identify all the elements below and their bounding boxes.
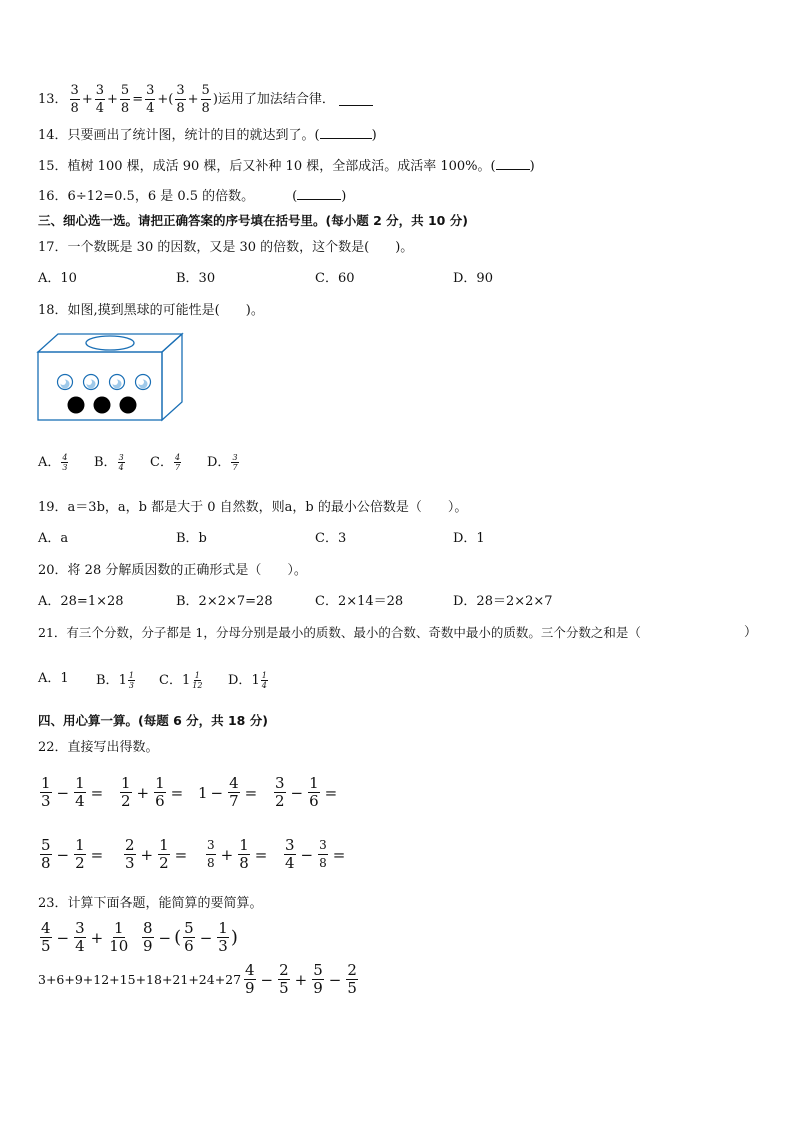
question-23: 23．计算下面各题，能简算的要简算。 (38, 896, 263, 911)
q22-expression: $\frac{3}{4}$ − $\frac{3}{8}$ = (285, 836, 346, 872)
q13-number: 13． (38, 91, 68, 107)
q17-option-d[interactable]: D．90 (453, 271, 493, 286)
q18-option-b[interactable]: B． $\frac{3}{4}$ (94, 453, 124, 472)
q21-paren-close: ） (744, 625, 758, 640)
q20-option-b[interactable]: B．2×2×7=28 (176, 594, 273, 609)
q21-option-d[interactable]: D．1 $\frac{1}{4}$ (228, 671, 267, 690)
question-16 (38, 187, 346, 205)
q17-option-a[interactable]: A．10 (38, 271, 77, 286)
paren-close: ) (341, 189, 347, 204)
question-13 (38, 82, 373, 117)
q17-option-c[interactable]: C．60 (315, 271, 355, 286)
q13-fraction: $\frac{3}{8}$ (176, 83, 185, 116)
q19-option-d[interactable]: D．1 (453, 531, 485, 546)
q22-expression: 1 − $\frac{4}{7}$ = (198, 774, 258, 810)
q13-tail: )运用了加法结合律． (212, 91, 335, 107)
answer-blank[interactable] (320, 126, 372, 139)
black-ball (94, 397, 111, 414)
q13-fraction: $\frac{5}{8}$ (201, 83, 210, 116)
paren-open: ( (292, 189, 298, 204)
q13-op: + (81, 91, 93, 107)
section-3-heading: 三、细心选一选。请把正确答案的序号填在括号里。(每小题 2 分，共 10 分) (38, 213, 468, 228)
q20-option-a[interactable]: A．28=1×28 (38, 594, 124, 609)
answer-blank[interactable] (496, 157, 530, 170)
question-14 (38, 126, 377, 144)
q22-expression: $\frac{3}{8}$ + $\frac{1}{8}$ = (207, 836, 268, 872)
q15-text: 15．植树 100 棵，成活 90 棵，后又补种 10 棵，全部成活。成活率 100%。( (38, 159, 496, 174)
q21-option-b[interactable]: B．1 $\frac{1}{3}$ (96, 671, 134, 690)
q13-op: + (187, 91, 199, 107)
q22-expression: $\frac{1}{2}$ + $\frac{1}{6}$ = (121, 774, 184, 810)
q18-option-d[interactable]: D． $\frac{3}{7}$ (207, 453, 238, 472)
q22-expression: $\frac{3}{2}$ − $\frac{1}{6}$ = (275, 774, 338, 810)
black-ball (68, 397, 85, 414)
q13-fraction: $\frac{5}{8}$ (120, 83, 130, 116)
q17-option-b[interactable]: B．30 (176, 271, 216, 286)
ball-highlight (60, 379, 66, 385)
q23-expression-1: $\frac{4}{5}$ − $\frac{3}{4}$ + $\frac{1}{10}$ (41, 919, 129, 955)
paren-close: ) (529, 159, 535, 174)
q18-option-a[interactable]: A． $\frac{4}{3}$ (38, 453, 68, 472)
q22-expression: $\frac{2}{3}$ + $\frac{1}{2}$ = (125, 836, 188, 872)
ball-highlight (138, 379, 144, 385)
question-19: 19．a＝3b，a，b 都是大于 0 自然数，则a，b 的最小公倍数是（ ）。 (38, 500, 468, 515)
q22-expression: $\frac{1}{3}$ − $\frac{1}{4}$ = (41, 774, 104, 810)
q21-option-a[interactable]: A．1 (38, 671, 69, 686)
question-21: 21．有三个分数，分子都是 1，分母分别是最小的质数、最小的合数、奇数中最小的质数。三个分数之和是（ (38, 625, 641, 640)
q13-fraction: $\frac{3}{4}$ (95, 83, 105, 116)
q13-op: +( (157, 91, 174, 107)
q13-op: = (132, 91, 144, 107)
q20-option-d[interactable]: D．28＝2×2×7 (453, 594, 553, 609)
q13-op: + (107, 91, 118, 107)
box-opening (86, 336, 134, 350)
ball-highlight (86, 379, 92, 385)
answer-blank[interactable] (339, 93, 373, 106)
q13-fraction: $\frac{3}{8}$ (70, 83, 79, 116)
question-20: 20．将 28 分解质因数的正确形式是（ ）。 (38, 563, 307, 578)
ball-box-figure (36, 332, 186, 424)
q18-option-c[interactable]: C． $\frac{4}{7}$ (150, 453, 181, 472)
q19-option-c[interactable]: C．3 (315, 531, 347, 546)
box-top (38, 334, 182, 352)
q13-fraction: $\frac{3}{4}$ (146, 83, 155, 116)
question-18: 18．如图,摸到黑球的可能性是( )。 (38, 303, 264, 318)
q23-expression-4: $\frac{4}{9}$ − $\frac{2}{5}$ + $\frac{5}{9}$ − $\frac{2}{5}$ (245, 961, 357, 997)
question-17: 17．一个数既是 30 的因数，又是 30 的倍数，这个数是( )。 (38, 240, 414, 255)
q19-option-b[interactable]: B．b (176, 531, 207, 546)
q14-text: 14．只要画出了统计图，统计的目的就达到了。( (38, 128, 320, 143)
q16-text: 16．6÷12=0.5，6 是 0.5 的倍数。 (38, 189, 255, 204)
q23-expression-2: $\frac{8}{9}$ − ( $\frac{5}{6}$ − $\frac{1}{3}$ ) (143, 919, 238, 955)
q20-option-c[interactable]: C．2×14＝28 (315, 594, 404, 609)
section-4-heading: 四、用心算一算。(每题 6 分，共 18 分) (38, 713, 268, 728)
ball-highlight (112, 379, 118, 385)
box-side (162, 334, 182, 420)
question-22: 22．直接写出得数。 (38, 740, 159, 755)
question-15 (38, 157, 535, 175)
answer-blank[interactable] (297, 187, 341, 200)
paren-close: ) (371, 128, 377, 143)
q21-option-c[interactable]: C．1 $\frac{1}{12}$ (159, 671, 203, 690)
q19-option-a[interactable]: A．a (38, 531, 69, 546)
black-ball (120, 397, 137, 414)
q23-expression-3: 3+6+9+12+15+18+21+24+27 (38, 972, 242, 987)
q22-expression: $\frac{5}{8}$ − $\frac{1}{2}$ = (41, 836, 104, 872)
